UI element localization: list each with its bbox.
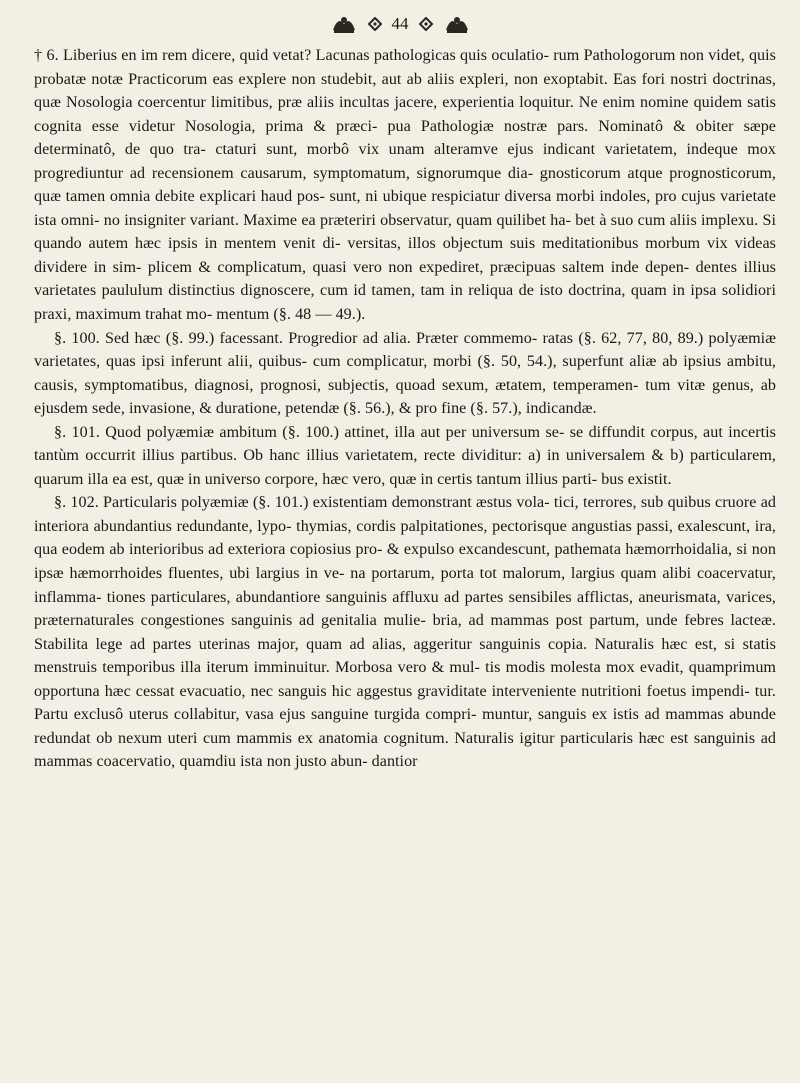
page-number: 44: [391, 14, 409, 33]
paragraph-99: † 6. Liberius en im rem dicere, quid vetat? Lacunas pathologicas quis oculatio- rum Pathologorum non videt, quis probatæ notæ Practicorum eas explere non studebit, aut ab aliis expleri, non exoptabit. Eas fori nostri doctrinas, quæ Nosologia coercentur limitibus, præ aliis incultas jacere, experientia loquitur. Ne enim nomine quidem satis cognita esse videtur Nosologia, prima & præci- pua Pathologiæ nostræ pars. Nominatô & obiter sæpe determinatô, de quo tra- ctaturi sunt, morbô vix unam alteramve ejus indicant varietatem, indeque mox progrediuntur ad recensionem causarum, symptomatum, signorumque dia- gnosticorum atque prognosticorum, quæ tamen omnia debite explicari haud pos- sunt, ni ubique respiciatur diversa morbi indoles, pro cujus varietate ista omni- no insigniter variant. Maxime ea præteriri observatur, quam quilibet ha- bet à suo cum aliis implexu. Si quando autem hæc ipsis in mentem venit di- versitas, illos objectum suis meditationibus morbum vix videas dividere in sim- plicem & complicatum, quasi vero non expediret, præcipuas saltem inde depen- dentes illius varietates paululum distinctius dignoscere, cum id tamen, tam in reliqua de isto doctrina, quam in ipsa solidiori praxi, maximum trahat mo- mentum (§. 48 — 49.).: [34, 47, 776, 324]
floral-ornament-right-icon: [443, 13, 471, 35]
diamond-ornament-left-icon: [368, 17, 382, 31]
paragraph-102: §. 102. Particularis polyæmiæ (§. 101.) existentiam demonstrant æstus vola- tici, terrores, sub quibus cruore ad interiora abundantius redundante, lypo- thymias, cordis palpitationes, pectorisque angustias passi, exalescunt, ira, qua eodem ab interioribus ad exteriora copiosius pro- & expulso excandescunt, pathemata hæmorrhoidalia, si non ipsæ hæmorrhoides fluentes, ubi largius in ve- na portarum, porta tot malorum, largius quam alibi coacervatur, inflamma- tiones particulares, abundantiore sanguinis affluxu ad partes sensibiles afflictas, aneurismata, varices, præternaturales congestiones sanguinis ad genitalia mulie- bria, ad mammas post partum, unde febres lacteæ. Stabilita lege ad partes uterinas major, quam ad alias, aggeritur sanguinis copia. Naturalis hæc est, si statis menstruis temporibus illa iterum imminuitur. Morbosa vero & mul- tis modis molesta mox evadit, quamprimum opportuna hæc cessat evacuatio, nec sanguis hic aggestus graviditate interveniente nutritioni foetus impendi- tur. Partu exclusô uterus collabitur, vasa ejus sanguine turgida compri- muntur, sanguis ex istis ad mammas abunde redundat ob nexum uteri cum mammis ex anatomia cognitum. Naturalis igitur particularis hæc est sanguinis ad mammas coacervatio, quamdiu ista non justo abun- dantior: [34, 494, 776, 771]
paragraph-100: §. 100. Sed hæc (§. 99.) facessant. Progredior ad alia. Præter commemo- ratas (§. 62, 77, 80, 89.) polyæmiæ varietates, quas ipsi inferunt alii, quibus- cum complicatur, morbi (§. 50, 54.), superfunt aliæ ab ipsius ambitu, causis, symptomatibus, diagnosi, prognosi, subjectis, quoad sexum, ætatem, temperamen- tum vitæ genus, ab ejusdem sede, invasione, & duratione, petendæ (§. 56.), & pro fine (§. 57.), indicandæ.: [34, 329, 776, 418]
diamond-ornament-right-icon: [419, 17, 433, 31]
page-header: [0, 10, 800, 38]
floral-ornament-left-icon: [330, 13, 358, 35]
body-text: [34, 44, 776, 774]
paragraph-101: §. 101. Quod polyæmiæ ambitum (§. 100.) attinet, illa aut per universum se- se diffundit corpus, aut incertis tantùm occurrit illius partibus. Ob hanc illius varietatem, recte dividitur: a) in universalem & b) particularem, quarum illa ea est, quæ in universo corpore, hæc vero, quæ in certis tantum illius parti- bus existit.: [34, 423, 776, 488]
